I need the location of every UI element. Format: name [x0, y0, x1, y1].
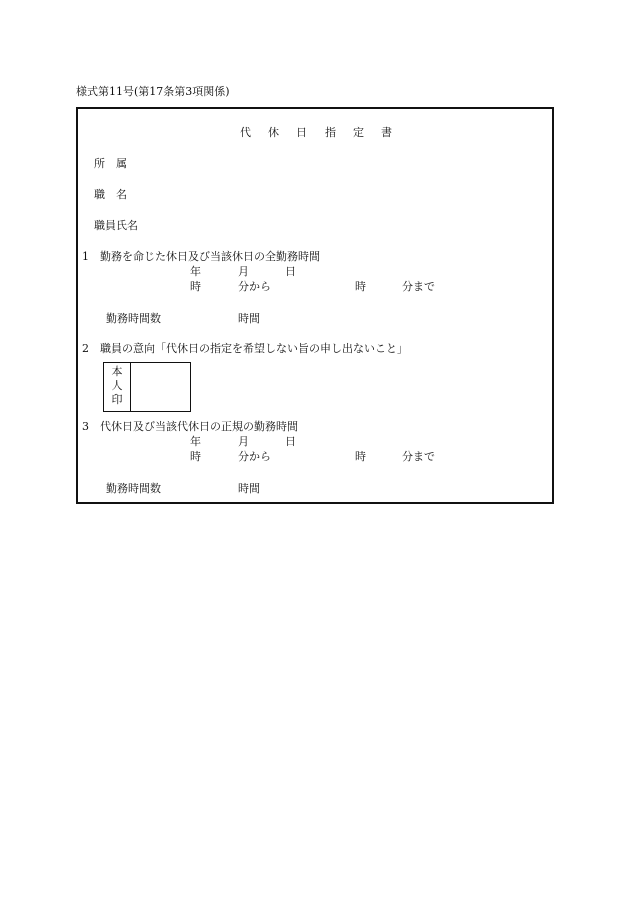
title-char-6: 書 [381, 126, 392, 139]
title-char-4: 指 [325, 126, 336, 139]
section1-heading: 1 勤務を命じた休日及び当該休日の全勤務時間 [82, 250, 320, 263]
section3-day: 日 [285, 435, 296, 448]
section3-hour-from: 時 [190, 450, 201, 463]
title-char-3: 日 [296, 126, 307, 139]
section3-hours-count-label: 勤務時間数 [106, 482, 161, 495]
section1-hours-count-label: 勤務時間数 [106, 312, 161, 325]
section1-hour-from: 時 [190, 280, 201, 293]
section3-heading: 3 代休日及び当該代休日の正規の勤務時間 [82, 420, 298, 433]
seal-label [104, 365, 130, 407]
form-box [76, 107, 554, 504]
section3-minute-to: 分まで [402, 450, 435, 463]
section1-hour-to: 時 [355, 280, 366, 293]
section2-heading: 2 職員の意向「代休日の指定を希望しない旨の申し出ないこと」 [82, 342, 408, 355]
title-char-5: 定 [353, 126, 364, 139]
seal-char-3: 印 [111, 393, 123, 406]
affiliation-label: 所 属 [94, 157, 127, 170]
section3-year: 年 [190, 435, 201, 448]
seal-char-2: 人 [111, 379, 123, 392]
section3-hour-to: 時 [355, 450, 366, 463]
form-number: 様式第11号(第17条第3項関係) [76, 85, 230, 98]
section3-month: 月 [238, 435, 249, 448]
seal-char-1: 本 [111, 365, 123, 378]
section1-day: 日 [285, 265, 296, 278]
personal-seal-box [103, 362, 191, 412]
position-label: 職 名 [94, 188, 127, 201]
name-label: 職員氏名 [94, 219, 138, 232]
title-char-2: 休 [268, 126, 279, 139]
seal-divider [130, 363, 131, 411]
section3-hours-unit: 時間 [238, 482, 260, 495]
section3-minute-from: 分から [238, 450, 271, 463]
section1-minute-from: 分から [238, 280, 271, 293]
title-char-1: 代 [240, 126, 251, 139]
section1-minute-to: 分まで [402, 280, 435, 293]
section1-year: 年 [190, 265, 201, 278]
section1-hours-unit: 時間 [238, 312, 260, 325]
section1-month: 月 [238, 265, 249, 278]
